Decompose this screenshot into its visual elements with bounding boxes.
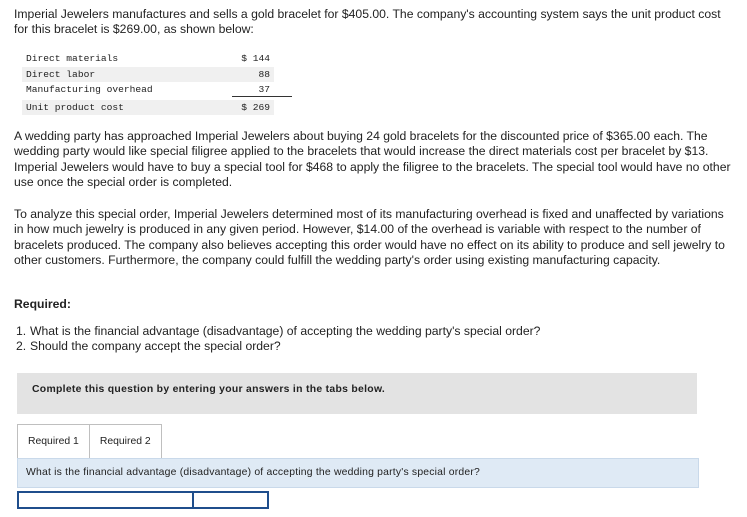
requirement-item bbox=[16, 339, 540, 354]
cost-label: Manufacturing overhead bbox=[26, 84, 153, 95]
requirements-list bbox=[0, 324, 540, 355]
requirement-text: Should the company accept the special order? bbox=[30, 339, 281, 354]
intro-paragraph: Imperial Jewelers manufactures and sells a gold bracelet for $405.00. The company's accounting system says the unit product cost for this bracelet is $269.00, as shown below: bbox=[14, 7, 721, 37]
instructions-banner bbox=[17, 373, 697, 414]
answer-row bbox=[17, 491, 269, 511]
instructions-text: Complete this question by entering your answers in the tabs below. bbox=[32, 384, 386, 395]
cost-total-value: $ 269 bbox=[241, 101, 270, 113]
question-bar bbox=[17, 458, 699, 488]
answer-amount-input[interactable] bbox=[192, 491, 269, 509]
tab-required-1[interactable]: Required 1 bbox=[17, 424, 90, 459]
cost-total-label: Unit product cost bbox=[26, 101, 124, 113]
answer-label-input[interactable] bbox=[17, 491, 194, 509]
cost-row bbox=[22, 51, 274, 67]
sum-line bbox=[232, 96, 292, 97]
cost-table bbox=[22, 51, 274, 115]
required-heading: Required: bbox=[14, 297, 71, 311]
cost-total-row bbox=[22, 100, 274, 116]
tab-bar bbox=[17, 424, 162, 459]
tab-required-2[interactable]: Required 2 bbox=[90, 424, 162, 459]
cost-label: Direct labor bbox=[26, 68, 96, 80]
cost-row bbox=[22, 67, 274, 83]
question-text: What is the financial advantage (disadvantage) of accepting the wedding party's special order? bbox=[26, 467, 480, 478]
cost-value: $ 144 bbox=[241, 53, 270, 64]
requirement-text: What is the financial advantage (disadvantage) of accepting the wedding party's special order? bbox=[30, 324, 541, 338]
cost-label: Direct materials bbox=[26, 53, 119, 64]
analysis-paragraph: To analyze this special order, Imperial Jewelers determined most of its manufacturing overhead is fixed and unaffected by variations in how much jewelry is produced in any given period. However, $14.00 of the overhead is variable with respect to the number of bracelets produced. The company also believes accepting this order would have no effect on its ability to produce and sell jewelry to other customers. Furthermore, the company could fulfill the wedding party's order using existing manufacturing capacity. bbox=[14, 207, 725, 268]
cost-value: 88 bbox=[258, 68, 270, 80]
requirement-number: 1. bbox=[16, 324, 27, 338]
requirement-item bbox=[16, 324, 541, 339]
cost-value: 37 bbox=[258, 84, 270, 95]
special-order-paragraph: A wedding party has approached Imperial Jewelers about buying 24 gold bracelets for the discounted price of $365.00 each. The wedding party would like special filigree applied to the bracelets that would increase the direct materials cost per bracelet by $13. Imperial Jewelers would have to buy a special tool for $468 to apply the filigree to the bracelets. The special tool would have no other use once the special order is completed. bbox=[14, 129, 731, 190]
requirement-number: 2. bbox=[16, 339, 27, 354]
